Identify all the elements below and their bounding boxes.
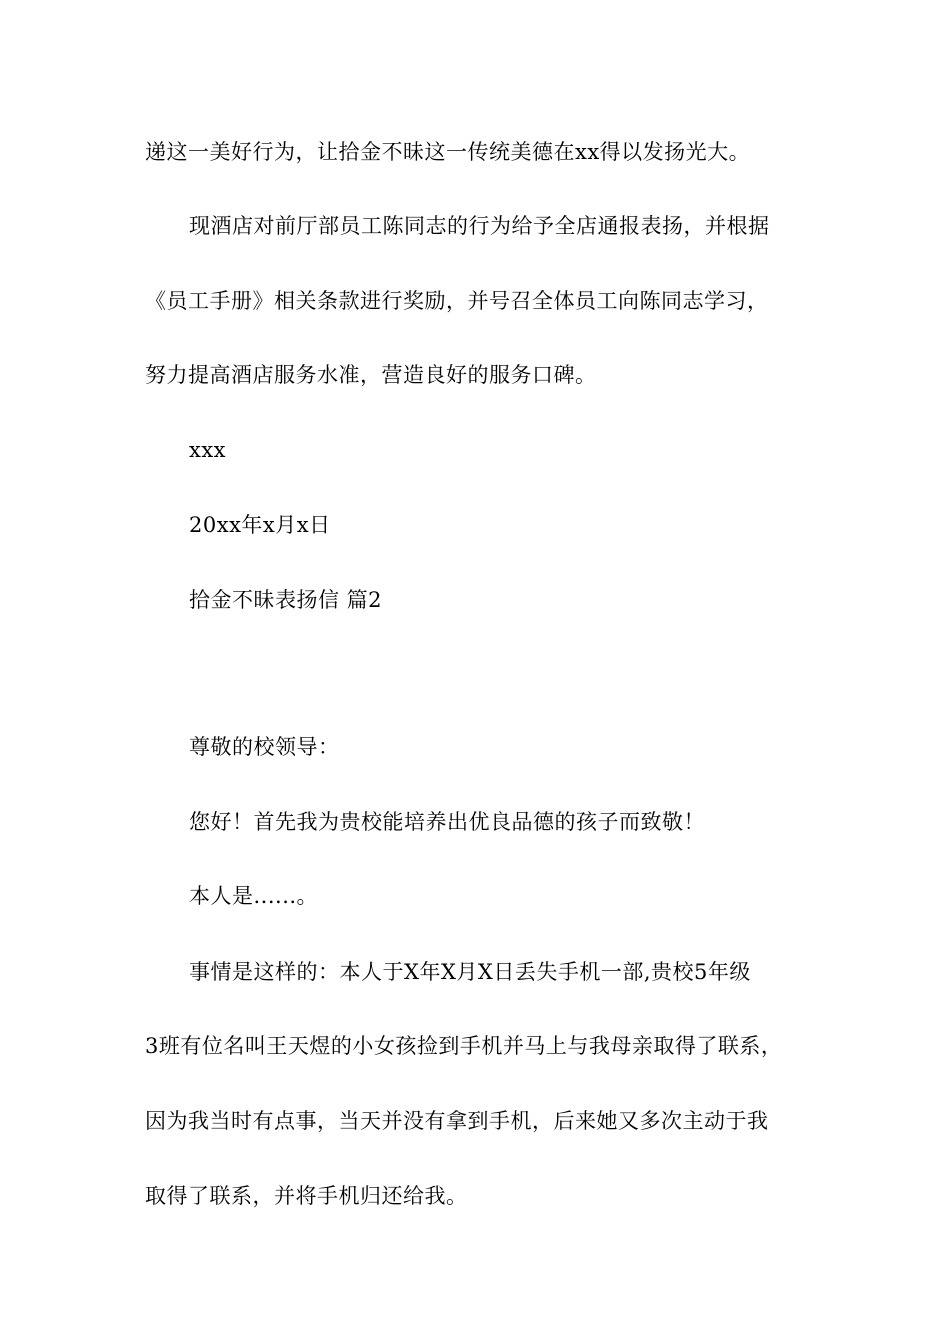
salutation: 尊敬的校领导： [189,735,340,759]
paragraph-line: 取得了联系，并将手机归还给我。 [145,1184,468,1208]
paragraph-line: 《员工手册》相关条款进行奖励，并号召全体员工向陈同志学习， [145,289,769,313]
paragraph-line: 现酒店对前厅部员工陈同志的行为给予全店通报表扬，并根据 [189,214,770,238]
paragraph-line: 本人是......。 [189,884,319,908]
section-heading: 拾金不昧表扬信 篇2 [189,588,383,612]
paragraph-line: 递这一美好行为，让拾金不昧这一传统美德在xx得以发扬光大。 [145,140,751,164]
date-line: 20xx年x月x日 [189,513,331,537]
paragraph-line: 因为我当时有点事，当天并没有拿到手机，后来她又多次主动于我 [145,1109,769,1133]
paragraph-line: 努力提高酒店服务水准，营造良好的服务口碑。 [145,363,597,387]
paragraph-line: 事情是这样的：本人于X年X月X日丢失手机一部,贵校5年级 [189,960,751,984]
signature: xxx [189,438,227,462]
paragraph-line: 您好！首先我为贵校能培养出优良品德的孩子而致敬！ [189,810,705,834]
paragraph-line: 3班有位名叫王天煜的小女孩捡到手机并马上与我母亲取得了联系， [145,1034,783,1058]
